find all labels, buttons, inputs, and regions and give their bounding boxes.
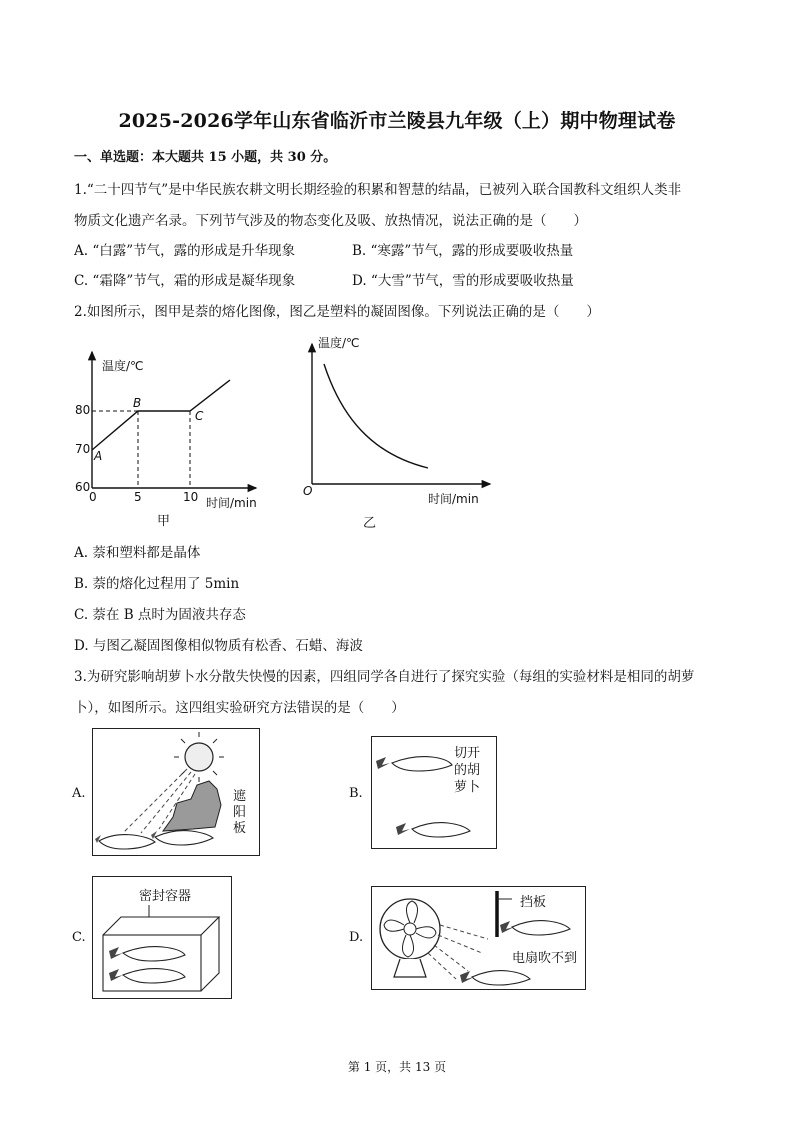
jia-ytick-70: 70: [75, 442, 91, 456]
carrot-icon: [123, 969, 185, 983]
jia-xlabel: 时间/min: [206, 496, 257, 510]
jia-point-a: A: [94, 449, 103, 463]
carrot-icon: [155, 831, 213, 845]
q1-option-b[interactable]: B. “寒露”节气，露的形成要吸收热量: [352, 243, 574, 259]
jia-point-c: C: [195, 409, 204, 423]
q2-option-b[interactable]: B. 萘的熔化过程用了 5min: [74, 576, 240, 592]
q2-option-a[interactable]: A. 萘和塑料都是晶体: [74, 545, 201, 561]
yi-caption: 乙: [363, 516, 377, 531]
q3-line2: 卜），如图所示。这四组实验研究方法错误的是（ ）: [74, 700, 405, 716]
q3-label-c[interactable]: C.: [72, 930, 86, 945]
jia-xtick-10: 10: [183, 490, 199, 504]
q1-line2: 物质文化遗产名录。下列节气涉及的物态变化及吸、放热情况，说法正确的是（ ）: [74, 213, 587, 229]
q1-option-c[interactable]: C. “霜降”节气，霜的形成是凝华现象: [74, 273, 296, 289]
figure-b-text: 切开 的胡 萝卜: [454, 746, 481, 795]
q3-label-b[interactable]: B.: [349, 786, 363, 801]
q1-option-d[interactable]: D. “大雪”节气，雪的形成要吸收热量: [352, 273, 574, 289]
q3-label-a[interactable]: A.: [72, 786, 86, 801]
q3-figure-a-sun[interactable]: [92, 728, 260, 856]
carrot-icon: [412, 823, 470, 837]
figure-c-text: 密封容器: [139, 889, 192, 904]
q3-line1: 3.为研究影响胡萝卜水分散失快慢的因素，四组同学各自进行了探究实验（每组的实验材料是相同的胡萝: [74, 669, 695, 685]
q3-figure-b-cut-carrot[interactable]: [371, 736, 497, 849]
carrot-icon: [99, 835, 155, 849]
carrot-icon: [472, 971, 530, 985]
sun-icon: [185, 743, 213, 771]
page-footer: 第 1 页，共 13 页: [347, 1060, 447, 1074]
q3-label-d[interactable]: D.: [349, 930, 364, 945]
page-title: 2025-2026学年山东省临沂市兰陵县九年级（上）期中物理试卷: [118, 110, 676, 132]
q2-option-c[interactable]: C. 萘在 B 点时为固液共存态: [74, 607, 246, 623]
q2-stem: 2.如图所示，图甲是萘的熔化图像，图乙是塑料的凝固图像。下列说法正确的是（ ）: [74, 304, 600, 320]
figure-yi-solidifying-graph: [296, 336, 506, 496]
yi-curve: [324, 364, 428, 468]
yi-origin: O: [303, 484, 313, 498]
jia-xtick-5: 5: [134, 490, 142, 504]
jia-xtick-0: 0: [89, 490, 97, 504]
sunshade-board: [163, 781, 221, 831]
carrot-icon: [123, 947, 185, 961]
jia-caption: 甲: [157, 514, 171, 529]
q3-figure-d-fan[interactable]: [371, 886, 586, 990]
yi-ylabel: 温度/℃: [318, 336, 360, 350]
q3-figure-c-sealed-container[interactable]: [92, 876, 232, 999]
figure-d-text-no-wind: 电扇吹不到: [512, 951, 578, 966]
q1-option-a[interactable]: A. “白露”节气，露的形成是升华现象: [74, 243, 296, 259]
jia-ytick-80: 80: [75, 403, 91, 417]
q2-option-d[interactable]: D. 与图乙凝固图像相似物质有松香、石蜡、海波: [74, 638, 363, 654]
jia-curve: [92, 380, 230, 450]
carrot-icon: [392, 757, 452, 771]
q1-line1: 1.“二十四节气”是中华民族农耕文明长期经验的积累和智慧的结晶，已被列入联合国教科文组织人类非: [74, 182, 682, 198]
carrot-icon: [512, 921, 570, 935]
jia-point-b: B: [133, 396, 142, 410]
jia-ylabel: 温度/℃: [102, 359, 144, 373]
section-heading: 一、单选题：本大题共 15 小题，共 30 分。: [74, 150, 337, 165]
jia-ytick-60: 60: [75, 480, 91, 494]
figure-d-text-baffle: 挡板: [520, 895, 547, 910]
figure-a-text: 遮 阳 板: [233, 789, 247, 836]
yi-xlabel: 时间/min: [428, 492, 479, 506]
